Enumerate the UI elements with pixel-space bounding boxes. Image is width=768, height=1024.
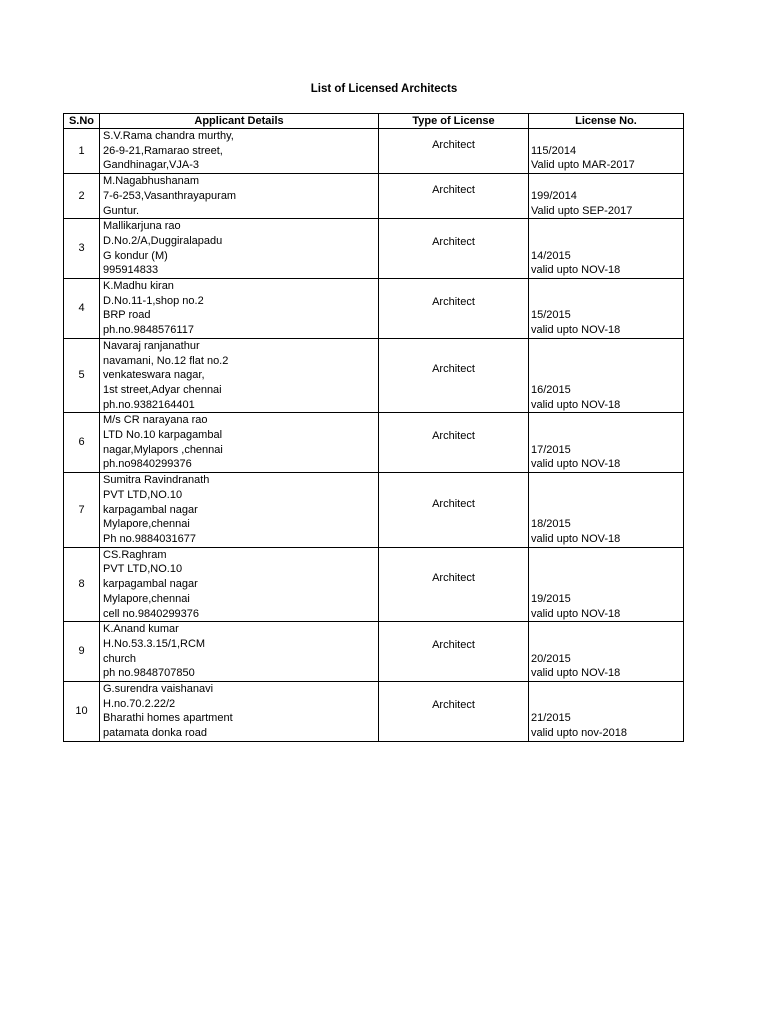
applicant-detail-line: K.Madhu kiran [103, 280, 174, 293]
applicant-detail-line: karpagambal nagar [103, 503, 198, 516]
license-validity: Valid upto SEP-2017 [531, 204, 633, 217]
cell-applicant-details [100, 129, 379, 174]
applicant-detail-line: 7-6-253,Vasanthrayapuram [103, 189, 237, 202]
applicant-detail-line: H.no.70.2.22/2 [103, 697, 176, 710]
cell-license-no [529, 219, 684, 279]
license-validity: valid upto NOV-18 [531, 264, 621, 277]
applicant-detail-line: ph no.9848707850 [103, 667, 195, 680]
applicant-detail-line: G.surendra vaishanavi [103, 683, 214, 696]
cell-applicant-details [100, 279, 379, 339]
cell-license-no [529, 547, 684, 622]
table-row [64, 547, 684, 622]
header-type-of-license: Type of License [379, 114, 529, 129]
applicant-detail-line: ph.no9840299376 [103, 458, 192, 471]
cell-license-no [529, 174, 684, 219]
cell-applicant-details [100, 622, 379, 682]
license-validity: valid upto NOV-18 [531, 607, 621, 620]
applicant-detail-line: ph.no.9382164401 [103, 398, 195, 411]
table-row [64, 338, 684, 413]
license-number: 16/2015 [531, 383, 571, 396]
applicant-detail-line: Mylapore,chennai [103, 592, 190, 605]
cell-applicant-details [100, 547, 379, 622]
applicant-detail-line: Bharathi homes apartment [103, 712, 233, 725]
header-applicant-details: Applicant Details [100, 114, 379, 129]
license-validity: valid upto nov-2018 [531, 727, 628, 740]
license-number: 20/2015 [531, 652, 571, 665]
licensed-architects-table [63, 113, 684, 742]
table-row [64, 413, 684, 473]
header-sno: S.No [64, 114, 100, 129]
table-body [64, 129, 684, 742]
applicant-detail-line: Mallikarjuna rao [103, 220, 181, 233]
applicant-detail-line: D.No.11-1,shop no.2 [103, 294, 204, 307]
applicant-detail-line: karpagambal nagar [103, 578, 198, 591]
cell-sno: 5 [64, 338, 100, 413]
cell-type-of-license [379, 338, 529, 413]
license-type-text: Architect [432, 363, 475, 376]
cell-license-no [529, 129, 684, 174]
applicant-detail-line: venkateswara nagar, [103, 369, 205, 382]
table-row [64, 129, 684, 174]
cell-license-no [529, 622, 684, 682]
applicant-detail-line: patamata donka road [103, 727, 207, 740]
table-row [64, 622, 684, 682]
license-validity: Valid upto MAR-2017 [531, 159, 635, 172]
license-validity: valid upto NOV-18 [531, 667, 621, 680]
applicant-detail-line: G kondur (M) [103, 249, 168, 262]
cell-type-of-license [379, 547, 529, 622]
applicant-detail-line: D.No.2/A,Duggiralapadu [103, 234, 223, 247]
cell-type-of-license [379, 622, 529, 682]
cell-applicant-details [100, 413, 379, 473]
applicant-detail-line: S.V.Rama chandra murthy, [103, 130, 234, 142]
table-header-row [64, 114, 684, 129]
table-row [64, 682, 684, 742]
applicant-detail-line: church [103, 652, 137, 665]
cell-applicant-details [100, 219, 379, 279]
applicant-detail-line: LTD No.10 karpagambal [103, 429, 223, 442]
applicant-detail-line: Guntur. [103, 204, 140, 217]
license-validity: valid upto NOV-18 [531, 398, 621, 411]
cell-sno: 10 [64, 682, 100, 742]
applicant-detail-line: Sumitra Ravindranath [103, 474, 210, 487]
table-row [64, 219, 684, 279]
license-type-text: Architect [432, 639, 475, 652]
license-type-text: Architect [432, 497, 475, 510]
cell-sno: 4 [64, 279, 100, 339]
applicant-detail-line: PVT LTD,NO.10 [103, 563, 183, 576]
cell-type-of-license [379, 174, 529, 219]
applicant-detail-line: M/s CR narayana rao [103, 414, 208, 427]
applicant-detail-line: PVT LTD,NO.10 [103, 488, 183, 501]
cell-applicant-details [100, 174, 379, 219]
applicant-detail-line: Gandhinagar,VJA-3 [103, 159, 200, 172]
license-number: 18/2015 [531, 518, 571, 531]
applicant-detail-line: navamani, No.12 flat no.2 [103, 354, 229, 367]
applicant-detail-line: 26-9-21,Ramarao street, [103, 144, 223, 157]
applicant-detail-line: K.Anand kumar [103, 623, 179, 636]
license-number: 21/2015 [531, 712, 571, 725]
cell-type-of-license [379, 219, 529, 279]
applicant-detail-line: ph.no.9848576117 [103, 324, 194, 337]
header-license-no: License No. [529, 114, 684, 129]
license-number: 115/2014 [531, 144, 577, 157]
applicant-detail-line: BRP road [103, 309, 151, 322]
cell-type-of-license [379, 473, 529, 548]
applicant-detail-line: 995914833 [103, 264, 159, 277]
table-row [64, 174, 684, 219]
applicant-detail-line: CS.Raghram [103, 548, 167, 561]
cell-license-no [529, 279, 684, 339]
license-validity: valid upto NOV-18 [531, 532, 621, 545]
cell-sno: 9 [64, 622, 100, 682]
license-validity: valid upto NOV-18 [531, 324, 621, 337]
cell-sno: 1 [64, 129, 100, 174]
license-number: 15/2015 [531, 309, 571, 322]
license-type-text: Architect [432, 572, 475, 585]
license-type-text: Architect [432, 430, 475, 443]
applicant-detail-line: Ph no.9884031677 [103, 532, 196, 545]
license-type-text: Architect [432, 138, 475, 151]
license-number: 199/2014 [531, 189, 577, 202]
license-number: 19/2015 [531, 592, 571, 605]
applicant-detail-line: nagar,Mylapors ,chennai [103, 443, 223, 456]
cell-license-no [529, 473, 684, 548]
license-type-text: Architect [432, 183, 475, 196]
license-validity: valid upto NOV-18 [531, 458, 621, 471]
cell-type-of-license [379, 129, 529, 174]
applicant-detail-line: M.Nagabhushanam [103, 175, 200, 188]
cell-sno: 6 [64, 413, 100, 473]
cell-sno: 8 [64, 547, 100, 622]
cell-type-of-license [379, 682, 529, 742]
cell-type-of-license [379, 279, 529, 339]
license-number: 17/2015 [531, 443, 571, 456]
cell-applicant-details [100, 682, 379, 742]
cell-license-no [529, 413, 684, 473]
applicant-detail-line: Mylapore,chennai [103, 518, 190, 531]
cell-sno: 7 [64, 473, 100, 548]
table-row [64, 473, 684, 548]
cell-sno: 2 [64, 174, 100, 219]
page-title: List of Licensed Architects [310, 83, 458, 95]
cell-type-of-license [379, 413, 529, 473]
cell-license-no [529, 682, 684, 742]
license-type-text: Architect [432, 236, 475, 249]
applicant-detail-line: cell no.9840299376 [103, 607, 200, 620]
license-type-text: Architect [432, 699, 475, 712]
table-row [64, 279, 684, 339]
applicant-detail-line: Navaraj ranjanathur [103, 339, 200, 352]
cell-applicant-details [100, 338, 379, 413]
cell-license-no [529, 338, 684, 413]
license-type-text: Architect [432, 296, 475, 309]
applicant-detail-line: 1st street,Adyar chennai [103, 383, 222, 396]
license-number: 14/2015 [531, 249, 571, 262]
cell-sno: 3 [64, 219, 100, 279]
applicant-detail-line: H.No.53.3.15/1,RCM [103, 637, 206, 650]
cell-applicant-details [100, 473, 379, 548]
